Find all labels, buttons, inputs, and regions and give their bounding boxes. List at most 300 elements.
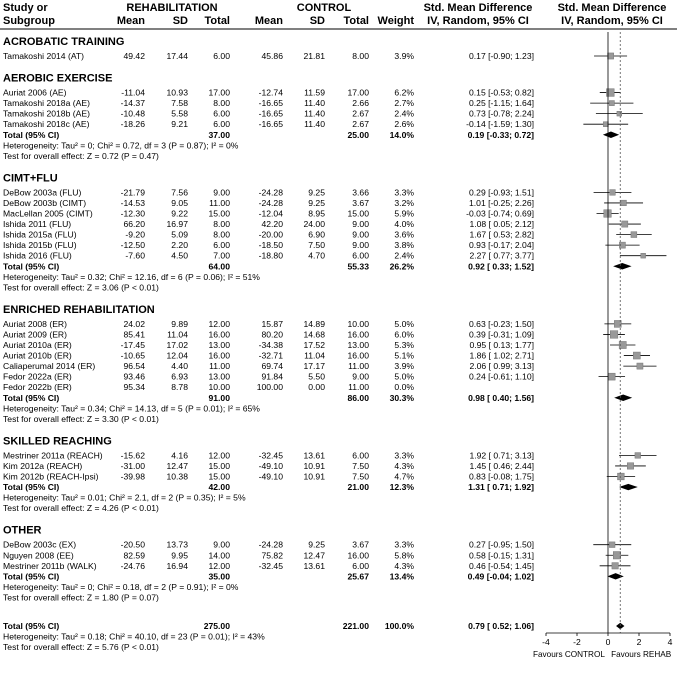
study-sd1: 9.21 — [171, 119, 188, 130]
overall-total1: 275.00 — [203, 621, 230, 631]
study-mean2: -32.45 — [258, 450, 283, 461]
study-sd2: 17.17 — [303, 361, 325, 372]
study-mean2: -18.80 — [258, 250, 283, 261]
study-square — [617, 111, 622, 116]
header-sd2: SD — [309, 15, 325, 27]
subgroup-total-label: Total (95% CI) — [3, 571, 60, 582]
header-subgroup: Subgroup — [3, 15, 55, 27]
study-label: Tamakoshi 2018b (AE) — [3, 108, 90, 119]
study-ci: 0.39 [-0.31; 1.09] — [469, 329, 534, 340]
study-mean2: -18.50 — [258, 240, 283, 251]
study-total2: 11.00 — [348, 361, 369, 372]
study-mean1: -10.65 — [120, 350, 145, 361]
subgroup-total-label: Total (95% CI) — [3, 482, 60, 493]
study-mean1: 82.59 — [123, 550, 145, 561]
study-total2: 9.00 — [352, 219, 369, 230]
study-total2: 6.00 — [352, 560, 369, 571]
study-total2: 7.50 — [352, 471, 369, 482]
study-label: Auriat 2010a (ER) — [3, 340, 72, 350]
study-sd1: 17.44 — [166, 51, 188, 61]
study-square — [613, 552, 620, 559]
study-sd2: 11.40 — [304, 98, 325, 109]
study-total1: 7.00 — [213, 250, 230, 261]
study-square — [604, 210, 612, 218]
study-sd1: 12.04 — [166, 350, 188, 361]
study-square — [635, 453, 641, 459]
study-mean1: -10.48 — [120, 108, 145, 119]
study-total1: 6.00 — [213, 108, 230, 119]
header-study: Study or — [3, 2, 48, 14]
study-sd2: 14.89 — [303, 318, 325, 329]
study-label: Ishida 2015b (FLU) — [3, 240, 77, 251]
study-weight: 6.2% — [394, 87, 414, 98]
study-weight: 4.0% — [394, 219, 414, 230]
study-total1: 10.00 — [208, 382, 230, 393]
study-ci: -0.03 [-0.74; 0.69] — [466, 208, 534, 219]
header-weight: Weight — [377, 15, 414, 27]
study-total2: 11.00 — [348, 382, 369, 393]
study-ci: 0.25 [-1.15; 1.64] — [469, 98, 534, 109]
study-total2: 7.50 — [352, 460, 369, 471]
study-label: Ishida 2015a (FLU) — [3, 229, 77, 240]
header-total2: Total — [343, 15, 369, 27]
study-mean2: -34.38 — [258, 340, 283, 350]
study-weight: 0.0% — [394, 382, 414, 393]
study-label: Fedor 2022b (ER) — [3, 382, 72, 393]
study-sd2: 0.00 — [308, 382, 325, 393]
study-sd2: 12.47 — [303, 550, 325, 561]
study-ci: 1.67 [ 0.53; 2.82] — [469, 229, 534, 240]
overall-total2: 221.00 — [342, 621, 369, 631]
study-weight: 5.3% — [394, 340, 414, 350]
subgroup-total2: 25.67 — [347, 571, 369, 582]
study-weight: 3.3% — [394, 539, 414, 550]
study-label: Nguyen 2008 (EE) — [3, 550, 74, 561]
subgroup-diamond — [619, 484, 638, 490]
study-square — [637, 363, 643, 369]
overall-weight: 100.0% — [384, 621, 414, 631]
subgroup-total-label: Total (95% CI) — [3, 129, 60, 140]
study-label: Tamakoshi 2018a (AE) — [3, 98, 90, 109]
study-mean1: -21.79 — [120, 187, 145, 198]
study-sd1: 10.38 — [166, 471, 188, 482]
study-total2: 8.00 — [352, 51, 369, 61]
study-mean1: -14.53 — [120, 197, 145, 208]
study-mean2: -16.65 — [258, 98, 283, 109]
study-mean1: 24.02 — [123, 318, 145, 329]
study-total2: 3.67 — [352, 197, 369, 208]
study-ci: 0.24 [-0.61; 1.10] — [469, 371, 534, 382]
header-plot-l1: Std. Mean Difference — [557, 2, 667, 14]
study-weight: 3.9% — [394, 51, 414, 61]
study-ci: 0.29 [-0.93; 1.51] — [469, 187, 534, 198]
study-mean1: -9.20 — [125, 229, 145, 240]
study-weight: 3.3% — [394, 450, 414, 461]
study-total1: 15.00 — [208, 208, 230, 219]
subgroup-ci: 0.19 [-0.33; 0.72] — [467, 129, 534, 140]
study-total1: 11.00 — [209, 361, 230, 372]
study-sd1: 4.50 — [171, 250, 188, 261]
study-label: Mestriner 2011b (WALK) — [3, 560, 97, 571]
study-total1: 6.00 — [213, 51, 230, 61]
study-sd1: 9.22 — [171, 208, 188, 219]
study-mean1: -18.26 — [120, 119, 145, 130]
study-ci: 0.15 [-0.53; 0.82] — [469, 87, 534, 98]
study-ci: 0.27 [-0.95; 1.50] — [469, 539, 534, 550]
header-effect-l1: Std. Mean Difference — [423, 2, 533, 14]
study-square — [633, 352, 640, 359]
study-label: Fedor 2022a (ER) — [3, 371, 72, 382]
header-group1: REHABILITATION — [126, 2, 218, 14]
study-ci: 0.93 [-0.17; 2.04] — [469, 240, 534, 251]
subgroup-overall-test: Test for overall effect: Z = 1.80 (P = 0.07) — [3, 592, 159, 603]
study-sd2: 10.91 — [303, 460, 325, 471]
study-total2: 16.00 — [347, 550, 369, 561]
study-mean1: -14.37 — [120, 98, 145, 109]
x-tick-label: 4 — [667, 637, 673, 647]
study-mean2: -32.71 — [258, 350, 283, 361]
study-mean1: 49.42 — [123, 51, 145, 61]
study-total1: 8.00 — [213, 229, 230, 240]
study-sd2: 7.50 — [308, 240, 325, 251]
study-total1: 12.00 — [208, 560, 230, 571]
study-sd2: 24.00 — [303, 219, 325, 230]
study-ci: 0.58 [-0.15; 1.31] — [469, 550, 534, 561]
study-total1: 16.00 — [208, 329, 230, 340]
subgroup-heterogeneity: Heterogeneity: Tau² = 0.34; Chi² = 14.13, df = 5 (P = 0.01); I² = 65% — [3, 403, 260, 414]
study-total2: 10.00 — [347, 318, 369, 329]
study-mean1: -12.30 — [120, 208, 145, 219]
favours-control-label: Favours CONTROL — [533, 650, 605, 659]
study-label: Kim 2012b (REACH-Ipsi) — [3, 471, 99, 482]
study-label: Ishida 2011 (FLU) — [3, 219, 72, 230]
study-mean2: 69.74 — [261, 361, 283, 372]
study-sd2: 5.50 — [308, 371, 325, 382]
study-total1: 14.00 — [208, 550, 230, 561]
study-square — [603, 122, 608, 127]
study-mean1: 95.34 — [123, 382, 145, 393]
header-plot-l2: IV, Random, 95% CI — [561, 15, 663, 27]
study-total2: 2.67 — [352, 108, 369, 119]
study-mean1: -17.45 — [120, 340, 145, 350]
study-mean2: -49.10 — [258, 460, 283, 471]
study-sd1: 6.93 — [171, 371, 188, 382]
study-total2: 2.66 — [352, 98, 369, 109]
study-ci: 0.17 [-0.90; 1.23] — [469, 51, 534, 61]
study-ci: 1.86 [ 1.02; 2.71] — [469, 350, 534, 361]
study-label: Mestriner 2011a (REACH) — [3, 450, 103, 461]
study-square — [622, 221, 628, 227]
study-sd1: 9.89 — [171, 318, 188, 329]
study-sd1: 7.58 — [171, 98, 188, 109]
study-total1: 6.00 — [213, 119, 230, 130]
subgroup-title: OTHER — [3, 524, 42, 537]
study-sd2: 4.70 — [308, 250, 325, 261]
study-weight: 4.3% — [394, 560, 414, 571]
subgroup-diamond — [614, 395, 632, 401]
study-total2: 9.00 — [352, 240, 369, 251]
study-mean1: -12.50 — [120, 240, 145, 251]
study-weight: 2.4% — [394, 108, 414, 119]
study-mean2: -12.74 — [258, 87, 283, 98]
study-ci: 0.63 [-0.23; 1.50] — [469, 318, 534, 329]
study-mean1: 85.41 — [123, 329, 145, 340]
study-weight: 5.8% — [394, 550, 414, 561]
study-sd2: 17.52 — [303, 340, 325, 350]
study-total2: 16.00 — [347, 329, 369, 340]
subgroup-title: SKILLED REACHING — [3, 435, 112, 448]
study-sd1: 9.05 — [171, 197, 188, 208]
study-square — [618, 473, 625, 480]
subgroup-ci: 1.31 [ 0.71; 1.92] — [468, 482, 534, 493]
study-sd1: 8.78 — [171, 382, 188, 393]
subgroup-ci: 0.98 [ 0.40; 1.56] — [468, 392, 534, 403]
study-weight: 2.6% — [394, 119, 414, 130]
subgroup-total1: 42.00 — [208, 482, 230, 493]
subgroup-overall-test: Test for overall effect: Z = 0.72 (P = 0.47) — [3, 150, 159, 161]
study-total2: 16.00 — [347, 350, 369, 361]
study-sd1: 2.20 — [171, 240, 188, 251]
study-sd1: 5.58 — [171, 108, 188, 119]
study-label: MacLellan 2005 (CIMT) — [3, 208, 93, 219]
study-mean1: -24.76 — [120, 560, 145, 571]
study-sd1: 11.04 — [167, 329, 188, 340]
study-sd1: 9.95 — [171, 550, 188, 561]
study-total2: 3.66 — [352, 187, 369, 198]
subgroup-heterogeneity: Heterogeneity: Tau² = 0; Chi² = 0.72, df = 3 (P = 0.87); I² = 0% — [3, 140, 239, 151]
subgroup-total-label: Total (95% CI) — [3, 392, 60, 403]
study-weight: 3.2% — [394, 197, 414, 208]
study-total1: 12.00 — [208, 450, 230, 461]
x-tick-label: -4 — [542, 637, 550, 647]
study-mean1: 66.20 — [123, 219, 145, 230]
subgroup-overall-test: Test for overall effect: Z = 4.26 (P < 0.01) — [3, 503, 159, 514]
subgroup-title: ENRICHED REHABILITATION — [3, 303, 155, 316]
header-mean1: Mean — [116, 15, 145, 27]
subgroup-diamond — [613, 263, 631, 269]
study-mean2: -16.65 — [258, 119, 283, 130]
study-sd1: 16.97 — [166, 219, 188, 230]
study-total1: 6.00 — [213, 240, 230, 251]
header-effect-l2: IV, Random, 95% CI — [427, 15, 529, 27]
study-mean1: -7.60 — [125, 250, 145, 261]
subgroup-overall-test: Test for overall effect: Z = 3.30 (P < 0.01) — [3, 413, 159, 424]
study-mean1: -31.00 — [120, 460, 145, 471]
study-label: DeBow 2003c (EX) — [3, 539, 77, 550]
subgroup-title: AEROBIC EXERCISE — [3, 72, 113, 85]
study-total1: 16.00 — [208, 350, 230, 361]
study-sd1: 17.02 — [166, 340, 188, 350]
header-group2: CONTROL — [296, 2, 352, 14]
study-mean2: 45.86 — [261, 51, 283, 61]
study-total1: 9.00 — [213, 539, 230, 550]
study-label: Tamakoshi 2014 (AT) — [3, 51, 85, 61]
study-sd2: 9.25 — [308, 539, 325, 550]
study-square — [610, 190, 616, 196]
study-sd2: 21.81 — [303, 51, 325, 61]
study-mean1: 96.54 — [123, 361, 145, 372]
study-sd2: 11.40 — [304, 108, 325, 119]
study-sd2: 6.90 — [308, 229, 325, 240]
x-tick-label: -2 — [573, 637, 581, 647]
study-weight: 3.8% — [394, 240, 414, 251]
study-sd2: 11.40 — [304, 119, 325, 130]
study-ci: 1.01 [-0.25; 2.26] — [469, 197, 534, 208]
subgroup-diamond — [603, 132, 619, 138]
study-mean2: 75.82 — [261, 550, 283, 561]
study-sd2: 8.95 — [308, 208, 325, 219]
study-sd2: 10.91 — [303, 471, 325, 482]
subgroup-heterogeneity: Heterogeneity: Tau² = 0.32; Chi² = 12.16, df = 6 (P = 0.06); I² = 51% — [3, 271, 260, 282]
study-total1: 8.00 — [213, 219, 230, 230]
study-label: DeBow 2003a (FLU) — [3, 187, 82, 198]
study-weight: 4.3% — [394, 460, 414, 471]
header-sd1: SD — [172, 15, 188, 27]
study-total2: 9.00 — [352, 371, 369, 382]
study-mean2: -20.00 — [258, 229, 283, 240]
subgroup-total1: 37.00 — [208, 129, 230, 140]
overall-overall-test: Test for overall effect: Z = 5.76 (P < 0.01) — [3, 642, 159, 653]
study-weight: 5.9% — [394, 208, 414, 219]
study-sd1: 4.16 — [171, 450, 188, 461]
study-total1: 17.00 — [208, 87, 230, 98]
study-total1: 8.00 — [213, 98, 230, 109]
study-mean2: 100.00 — [256, 382, 283, 393]
study-total1: 11.00 — [209, 197, 230, 208]
study-ci: 2.27 [ 0.77; 3.77] — [469, 250, 534, 261]
subgroup-weight: 26.2% — [389, 261, 414, 272]
study-mean2: -24.28 — [258, 197, 283, 208]
subgroup-total1: 91.00 — [208, 392, 230, 403]
study-sd2: 13.61 — [303, 450, 325, 461]
study-total2: 6.00 — [352, 450, 369, 461]
subgroup-ci: 0.92 [ 0.33; 1.52] — [468, 261, 534, 272]
study-ci: 1.45 [ 0.46; 2.44] — [469, 460, 534, 471]
subgroup-diamond — [607, 573, 623, 579]
study-weight: 5.0% — [394, 318, 414, 329]
study-sd1: 5.09 — [171, 229, 188, 240]
study-mean1: -15.62 — [120, 450, 145, 461]
study-total1: 15.00 — [208, 460, 230, 471]
study-label: Auriat 2008 (ER) — [3, 318, 68, 329]
study-label: Kim 2012a (REACH) — [3, 460, 83, 471]
study-square — [609, 101, 614, 106]
study-sd2: 11.04 — [304, 350, 325, 361]
study-sd2: 9.25 — [308, 197, 325, 208]
study-square — [609, 542, 615, 548]
study-weight: 5.1% — [394, 350, 414, 361]
subgroup-weight: 13.4% — [389, 571, 414, 582]
subgroup-total2: 21.00 — [347, 482, 369, 493]
study-weight: 3.9% — [394, 361, 414, 372]
study-mean1: -39.98 — [120, 471, 145, 482]
study-ci: 2.06 [ 0.99; 3.13] — [469, 361, 534, 372]
subgroup-total-label: Total (95% CI) — [3, 261, 60, 272]
study-weight: 2.7% — [394, 98, 414, 109]
subgroup-weight: 12.3% — [389, 482, 414, 493]
subgroup-title: ACROBATIC TRAINING — [3, 36, 125, 48]
study-ci: 0.83 [-0.08; 1.75] — [469, 471, 534, 482]
study-ci: 1.08 [ 0.05; 2.12] — [469, 219, 534, 230]
study-weight: 3.6% — [394, 229, 414, 240]
study-total1: 13.00 — [208, 340, 230, 350]
study-mean2: -24.28 — [258, 539, 283, 550]
header-mean2: Mean — [254, 15, 283, 27]
study-sd1: 12.47 — [166, 460, 188, 471]
study-mean2: 91.84 — [261, 371, 283, 382]
subgroup-weight: 14.0% — [389, 129, 414, 140]
study-weight: 2.4% — [394, 250, 414, 261]
study-square — [627, 463, 633, 469]
study-ci: 0.95 [ 0.13; 1.77] — [469, 340, 534, 350]
study-mean1: -20.50 — [120, 539, 145, 550]
study-mean2: -12.04 — [258, 208, 283, 219]
header-total1: Total — [204, 15, 230, 27]
study-label: Auriat 2010b (ER) — [3, 350, 72, 361]
study-total2: 13.00 — [347, 340, 369, 350]
study-ci: 0.73 [-0.78; 2.24] — [469, 108, 534, 119]
study-mean2: 42.20 — [261, 219, 283, 230]
study-label: Auriat 2006 (AE) — [3, 87, 67, 98]
study-sd1: 7.56 — [171, 187, 188, 198]
subgroup-total1: 35.00 — [208, 571, 230, 582]
study-mean2: 80.20 — [261, 329, 283, 340]
subgroup-total2: 25.00 — [347, 129, 369, 140]
study-square — [621, 200, 627, 206]
study-total1: 15.00 — [208, 471, 230, 482]
x-tick-label: 0 — [605, 637, 611, 647]
subgroup-total1: 64.00 — [208, 261, 230, 272]
study-total2: 2.67 — [352, 119, 369, 130]
study-sd2: 13.61 — [303, 560, 325, 571]
study-square — [608, 53, 614, 59]
study-square — [612, 563, 618, 569]
subgroup-heterogeneity: Heterogeneity: Tau² = 0; Chi² = 0.18, df = 2 (P = 0.91); I² = 0% — [3, 581, 239, 592]
study-label: Ishida 2016 (FLU) — [3, 250, 72, 261]
overall-total-label: Total (95% CI) — [3, 621, 60, 631]
study-mean1: -11.04 — [121, 87, 145, 98]
study-square — [631, 232, 637, 238]
study-total1: 13.00 — [208, 371, 230, 382]
overall-ci: 0.79 [ 0.52; 1.06] — [468, 621, 534, 631]
study-total1: 12.00 — [208, 318, 230, 329]
x-tick-label: 2 — [636, 637, 642, 647]
study-sd2: 9.25 — [308, 187, 325, 198]
study-square — [641, 253, 646, 258]
study-sd1: 4.40 — [171, 361, 188, 372]
overall-heterogeneity: Heterogeneity: Tau² = 0.18; Chi² = 40.10, df = 23 (P = 0.01); I² = 43% — [3, 631, 265, 642]
study-weight: 3.3% — [394, 187, 414, 198]
study-weight: 6.0% — [394, 329, 414, 340]
study-weight: 4.7% — [394, 471, 414, 482]
study-mean2: -49.10 — [258, 471, 283, 482]
study-sd1: 16.94 — [166, 560, 188, 571]
study-sd1: 13.73 — [166, 539, 188, 550]
study-total1: 9.00 — [213, 187, 230, 198]
study-ci: 0.46 [-0.54; 1.45] — [469, 560, 534, 571]
study-total2: 17.00 — [347, 87, 369, 98]
study-square — [610, 331, 618, 339]
study-label: DeBow 2003b (CIMT) — [3, 197, 87, 208]
study-ci: -0.14 [-1.59; 1.30] — [466, 119, 534, 130]
study-mean1: 93.46 — [123, 371, 145, 382]
subgroup-overall-test: Test for overall effect: Z = 3.06 (P < 0.01) — [3, 282, 159, 293]
study-sd1: 10.93 — [166, 87, 188, 98]
study-square — [608, 373, 615, 380]
study-mean2: -32.45 — [258, 560, 283, 571]
subgroup-heterogeneity: Heterogeneity: Tau² = 0.01; Chi² = 2.1, df = 2 (P = 0.35); I² = 5% — [3, 492, 246, 503]
study-sd2: 14.68 — [303, 329, 325, 340]
